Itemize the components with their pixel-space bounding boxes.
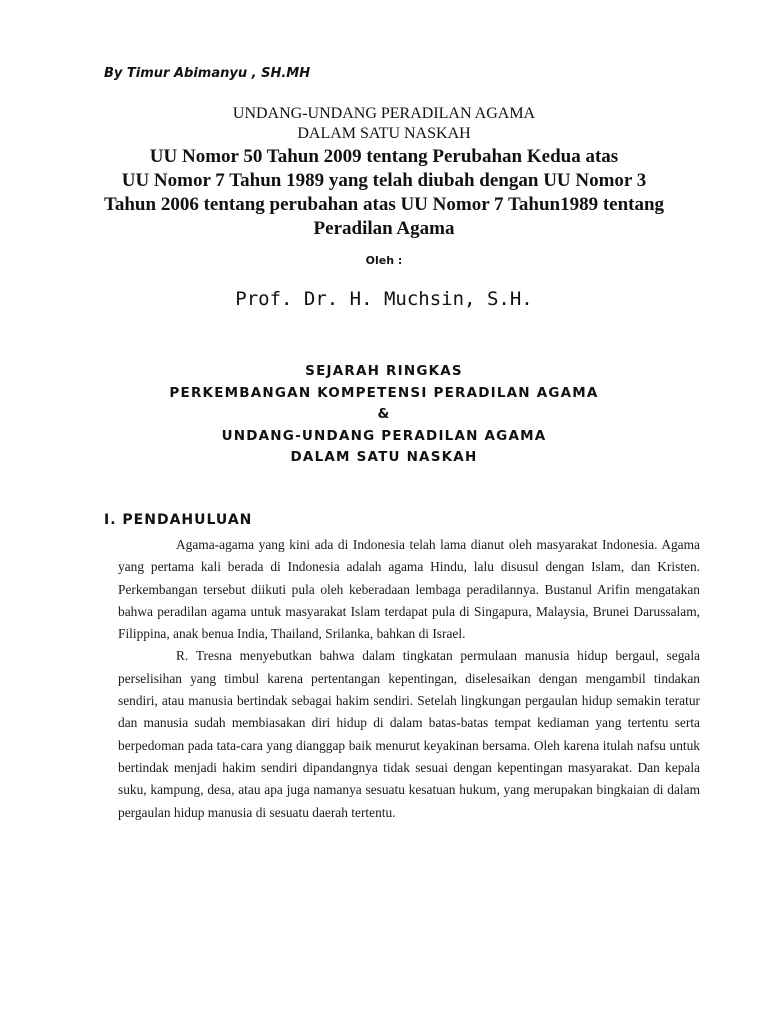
- heading-line: SEJARAH RINGKAS: [305, 363, 463, 379]
- paragraph: R. Tresna menyebutkan bahwa dalam tingkatan permulaan manusia hidup bergaul, segala perselisihan yang timbul karena pertentangan kepentingan, diselesaikan dengan mengambil tindakan sendiri, atau manusia bertindak sebagai hakim sendiri. Setelah lingkungan pergaulan hidup semakin teratur dan manusia sudah membiasakan diri hidup di dalam batas-batas tempat kediaman yang tertentu serta berpedoman pada tata-cara yang dianggap baik menurut keyakinan bersama. Oleh karena itulah nafsu untuk bertindak menjadi hakim sendiri dipandangnya tidak sesuai dengan kepentingan masyarakat. Dan kepala suku, kampung, desa, atau apa juga namanya sesuatu kesatuan hukum, yang merupakan bingkaian di dalam pergaulan hidup manusia di sesuatu daerah tertentu.: [118, 648, 700, 820]
- heading-line: PERKEMBANGAN KOMPETENSI PERADILAN AGAMA: [169, 384, 599, 401]
- section-heading-block: [80, 361, 688, 469]
- byline: By Timur Abimanyu , SH.MH: [104, 66, 311, 81]
- heading-line: DALAM SATU NASKAH: [290, 449, 478, 465]
- author-name: Prof. Dr. H. Muchsin, S.H.: [235, 288, 533, 310]
- heading-line: &: [377, 406, 391, 422]
- header-subtitle-line: UU Nomor 7 Tahun 1989 yang telah diubah dengan UU Nomor 3: [121, 170, 647, 191]
- header-title-line: DALAM SATU NASKAH: [297, 125, 471, 142]
- header-subtitle-line: UU Nomor 50 Tahun 2009 tentang Perubahan Kedua atas: [149, 146, 619, 167]
- header-title-line: UNDANG-UNDANG PERADILAN AGAMA: [232, 105, 536, 122]
- body-text: [118, 534, 700, 824]
- document-header: [80, 104, 688, 241]
- header-subtitle-line: Peradilan Agama: [313, 218, 455, 239]
- paragraph: Agama-agama yang kini ada di Indonesia telah lama dianut oleh masyarakat Indonesia. Agama yang pertama kali berada di Indonesia adalah agama Hindu, lalu disusul dengan Islam, dan Kristen. Perkembangan tersebut diikuti pula oleh keberadaan lembaga peradilannya. Bustanul Arifin mengatakan bahwa peradilan agama untuk masyarakat Islam terdapat pula di Singapura, Malaysia, Brunei Darussalam, Filippina, anak benua India, Thailand, Srilanka, bahkan di Israel.: [118, 537, 700, 642]
- header-subtitle-line: Tahun 2006 tentang perubahan atas UU Nomor 7 Tahun1989 tentang: [103, 194, 665, 215]
- oleh-label: Oleh :: [365, 254, 403, 267]
- section-title: I. PENDAHULUAN: [104, 512, 253, 528]
- heading-line: UNDANG-UNDANG PERADILAN AGAMA: [221, 427, 547, 444]
